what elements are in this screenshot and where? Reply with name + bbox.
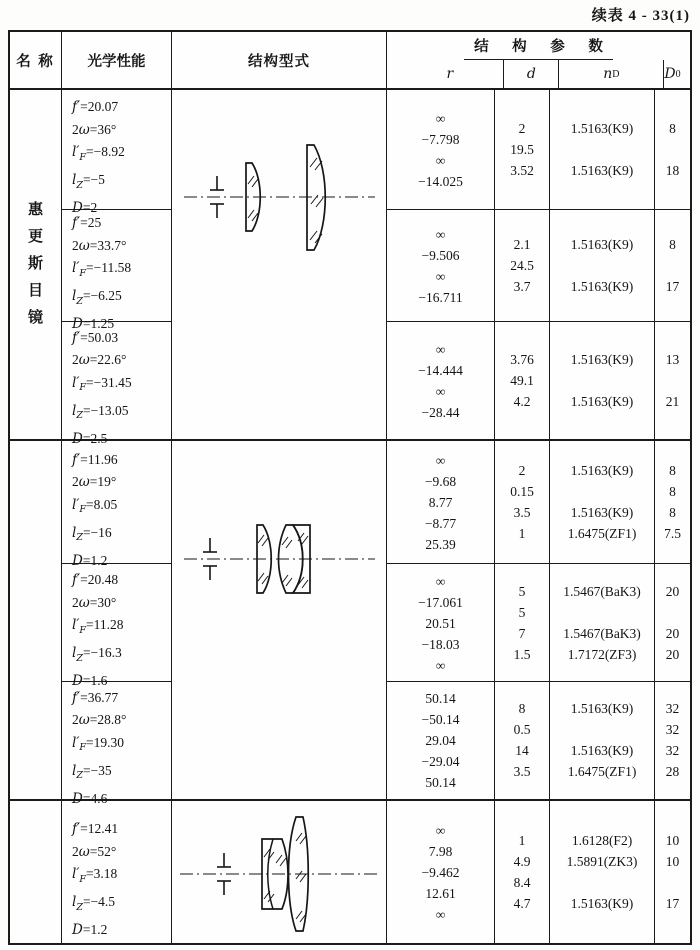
param-r-cell [387, 564, 495, 681]
structure-parameters-row [387, 90, 690, 210]
param-value: 14 [515, 743, 529, 758]
param-value: ∞ [435, 383, 446, 399]
param-value: 5 [518, 583, 526, 599]
param-value: 3.7 [513, 279, 531, 294]
param-d-cell [495, 682, 550, 799]
param-value [655, 139, 690, 160]
param-value: ∞ [435, 153, 446, 168]
param-d0-cell [655, 801, 690, 943]
perf-line: 2ω=30° [72, 594, 117, 611]
n-subscript: D [612, 68, 620, 80]
perf-line: $l_Z=-5$ [72, 172, 105, 191]
param-nd-cell [550, 441, 655, 563]
perf-line: $l_Z=-16.3$ [72, 645, 122, 664]
perf-line: 2ω=33.7° [72, 237, 127, 254]
perf-line: f′=36.77 [72, 689, 119, 706]
eyepiece-name-char: 目 [27, 283, 43, 299]
perf-line: $l_Z=-16$ [72, 524, 112, 544]
table-continuation-title: 续表 4 - 33(1) [591, 8, 690, 24]
param-d-cell [495, 441, 550, 563]
perf-line: f′=20.48 [72, 572, 119, 588]
perf-line: $l_Z=-4.5$ [72, 894, 116, 913]
param-value: 3.76 [510, 351, 534, 367]
param-d0-cell [655, 210, 690, 321]
param-value: 4.9 [513, 853, 531, 869]
optical-performance-column [62, 441, 172, 807]
param-value: 21 [665, 393, 680, 409]
param-nd-cell [550, 210, 655, 321]
param-value: ∞ [435, 453, 446, 468]
param-value: 1.5163(K9) [570, 121, 634, 136]
structure-parameters-row [387, 801, 690, 943]
param-value: −16.711 [418, 290, 463, 305]
perf-line: 2ω=19° [72, 474, 117, 490]
param-r-cell [387, 441, 495, 563]
perf-line: $l_Z=-13.05$ [72, 402, 129, 422]
n-symbol: n [603, 66, 613, 82]
perf-line: f′=12.41 [72, 821, 119, 837]
param-value [550, 139, 654, 160]
param-value: ∞ [435, 822, 446, 838]
param-nd-cell [550, 322, 655, 439]
r-symbol: r [446, 66, 454, 82]
lens-diagram-kellner-type [172, 801, 387, 943]
param-nd-cell [550, 90, 655, 209]
header-params-group: 结 构 参 数 [464, 32, 613, 60]
param-value: 1.5163(K9) [570, 351, 634, 367]
param-value: 2.1 [513, 237, 531, 252]
param-value [550, 602, 654, 623]
param-value: ∞ [435, 906, 446, 922]
lens-diagram-huygens [172, 90, 387, 439]
structure-parameters-row [387, 322, 690, 439]
param-value: −14.444 [418, 362, 463, 378]
optical-performance-cell [62, 801, 171, 943]
param-value: 1.6475(ZF1) [567, 526, 637, 541]
perf-line: D=1.6 [72, 673, 108, 690]
param-value: 18 [665, 163, 680, 178]
param-value [655, 872, 690, 893]
structure-parameters-row [387, 210, 690, 322]
param-value [550, 872, 654, 893]
param-value: −9.68 [424, 474, 457, 489]
param-value: 3.5 [513, 764, 531, 779]
perf-line: 2ω=28.8° [72, 712, 127, 728]
param-value: 1.5467(BaK3) [563, 583, 641, 599]
perf-line: D=2.5 [72, 430, 108, 447]
param-value [655, 602, 690, 623]
header-structure-parameters [387, 32, 690, 88]
param-r-cell [387, 801, 495, 943]
optical-performance-column [62, 801, 172, 943]
huygens-lens-drawing [172, 90, 387, 439]
perf-line: D=4.6 [72, 790, 108, 807]
param-value: −50.14 [421, 712, 460, 727]
param-value: 7.98 [428, 843, 453, 859]
param-value: 1.5163(K9) [570, 701, 634, 716]
param-value: 12.61 [425, 885, 456, 901]
eyepiece-name-vertical [10, 801, 62, 943]
optical-performance-cell [62, 210, 171, 333]
perf-line: D=1.25 [72, 316, 115, 333]
param-value: 17 [665, 279, 680, 294]
perf-line: $l_Z=-6.25$ [72, 288, 122, 307]
perf-line: $l_Z=-35$ [72, 762, 112, 782]
perf-line: f′=11.96 [72, 451, 118, 468]
param-value: −8.77 [424, 516, 457, 531]
eyepiece-data-table [8, 30, 692, 945]
param-value: 1.5163(K9) [570, 237, 634, 252]
header-col-D0 [664, 60, 680, 88]
param-value [550, 719, 654, 740]
perf-line: 2ω=22.6° [72, 352, 127, 368]
param-value: 1.6475(ZF1) [567, 764, 637, 779]
header-col-nd [559, 60, 664, 88]
param-value: 1.5 [513, 646, 531, 662]
param-value: 50.14 [425, 775, 456, 790]
perf-line: D=1.2 [72, 552, 108, 569]
param-value: 25.39 [425, 537, 456, 552]
perf-line: 2ω=52° [72, 843, 117, 860]
param-value: 8 [518, 701, 526, 716]
param-value: −9.506 [421, 248, 460, 263]
structure-parameters-row [387, 441, 690, 564]
param-value: 8 [669, 237, 676, 252]
kellner-lens-drawing [172, 801, 387, 943]
perf-line: D=2 [72, 200, 98, 217]
param-value [550, 481, 654, 502]
perf-line: $l'_F=19.30$ [72, 734, 124, 754]
param-value: ∞ [435, 657, 446, 673]
optical-performance-cell [62, 564, 171, 690]
param-value: −18.03 [421, 636, 460, 652]
param-value: 2 [518, 121, 526, 136]
param-value: 32 [665, 743, 680, 758]
param-value: 3.52 [510, 163, 534, 178]
param-value: 20.51 [425, 615, 456, 631]
param-value: 1.5163(K9) [570, 393, 634, 409]
param-value: 1.5467(BaK3) [563, 625, 641, 641]
perf-line: $l'_F=-8.92$ [72, 144, 125, 163]
eyepiece-name-char: 镜 [27, 310, 43, 326]
param-value: 19.5 [510, 142, 534, 157]
param-d0-cell [655, 441, 690, 563]
param-value: 1.5163(K9) [570, 505, 634, 520]
param-r-cell [387, 682, 495, 799]
param-value [655, 370, 690, 391]
param-d0-cell [655, 90, 690, 209]
glass-hatching [248, 158, 323, 243]
param-value: −28.44 [421, 404, 460, 420]
header-params-columns [396, 60, 680, 88]
perf-line: f′=20.07 [72, 99, 119, 115]
table-section-third [10, 801, 690, 943]
eyepiece-name-char: 惠 [27, 202, 43, 218]
lens-diagram-doublet-type [172, 441, 387, 799]
param-value: 24.5 [510, 258, 534, 273]
param-nd-cell [550, 801, 655, 943]
eyepiece-name-vertical [10, 90, 62, 439]
param-value: 13 [665, 351, 680, 367]
table-header [10, 32, 690, 90]
param-value: 29.04 [425, 733, 456, 748]
param-value: 8 [669, 484, 676, 499]
param-r-cell [387, 322, 495, 439]
structure-parameters-row [387, 564, 690, 682]
param-value: 20 [665, 583, 680, 599]
param-value: −14.025 [418, 174, 463, 189]
param-value: 28 [665, 764, 680, 779]
param-value [655, 255, 690, 276]
param-value: 49.1 [510, 372, 534, 388]
param-value: 32 [665, 722, 680, 737]
param-value: 1.5163(K9) [570, 895, 634, 911]
param-value: ∞ [435, 111, 446, 126]
D0-subscript: 0 [675, 68, 681, 80]
param-value: 2 [518, 463, 526, 478]
param-value: 0.5 [513, 722, 531, 737]
param-d-cell [495, 801, 550, 943]
perf-line: $l'_F=-11.58$ [72, 260, 132, 279]
param-value: 1 [518, 526, 526, 541]
optical-performance-column [62, 90, 172, 447]
param-value: −17.061 [418, 594, 463, 610]
optical-performance-cell [62, 441, 171, 569]
param-d-cell [495, 564, 550, 681]
param-value: 1.5891(ZK3) [566, 853, 638, 869]
param-value: 20 [665, 646, 680, 662]
param-value: 7.5 [664, 526, 681, 541]
perf-line: f′=25 [72, 215, 102, 231]
optical-performance-cell [62, 682, 171, 807]
param-value: 1.5163(K9) [570, 463, 634, 478]
table-section-huygens [10, 90, 690, 447]
perf-line: $l'_F=8.05$ [72, 496, 118, 516]
param-nd-cell [550, 682, 655, 799]
param-value: 50.14 [425, 691, 456, 706]
doublet-lens-drawing [172, 441, 387, 799]
header-structure-type: 结构型式 [172, 32, 387, 88]
D-symbol: D [664, 66, 676, 82]
param-value: 1.5163(K9) [570, 743, 634, 758]
perf-line: $l'_F=3.18$ [72, 866, 118, 885]
structure-parameters-row [387, 682, 690, 799]
param-nd-cell [550, 564, 655, 681]
param-value: −29.04 [421, 754, 460, 769]
param-value: ∞ [435, 341, 446, 357]
param-value: 20 [665, 625, 680, 641]
param-value: 8.77 [428, 495, 453, 510]
header-col-r [396, 60, 504, 88]
param-d0-cell [655, 564, 690, 681]
param-value: −7.798 [421, 132, 460, 147]
optical-performance-cell [62, 90, 171, 217]
param-value: 1 [518, 832, 526, 848]
param-value: 8 [669, 121, 676, 136]
header-optical-performance: 光学性能 [62, 32, 172, 88]
param-value: 1.5163(K9) [570, 163, 634, 178]
param-value: 0.15 [510, 484, 534, 499]
param-value: 10 [665, 853, 680, 869]
param-value: ∞ [435, 269, 446, 284]
param-value: 8 [669, 463, 676, 478]
perf-line: 2ω=36° [72, 121, 117, 138]
optical-performance-cell [62, 322, 171, 447]
param-value: −9.462 [421, 864, 460, 880]
param-d-cell [495, 322, 550, 439]
param-value [550, 370, 654, 391]
header-name: 名 称 [10, 32, 62, 88]
param-d0-cell [655, 682, 690, 799]
eyepiece-name-char: 斯 [27, 256, 43, 272]
perf-line: $l'_F=-31.45$ [72, 374, 132, 394]
param-value: 8.4 [513, 874, 531, 890]
param-value: 32 [665, 701, 680, 716]
perf-line: D=1.2 [72, 922, 108, 939]
param-value: 4.7 [513, 895, 531, 911]
param-value: 1.5163(K9) [570, 279, 634, 294]
param-value: 5 [518, 604, 526, 620]
perf-line: f′=50.03 [72, 329, 119, 346]
param-value: 10 [665, 832, 680, 848]
param-value: ∞ [435, 227, 446, 242]
param-value: 3.5 [513, 505, 531, 520]
param-value: 4.2 [513, 393, 531, 409]
eyepiece-name-vertical [10, 441, 62, 799]
param-value: 8 [669, 505, 676, 520]
param-value [550, 255, 654, 276]
structure-parameters-column [387, 90, 690, 439]
param-d-cell [495, 90, 550, 209]
param-value: 1.7172(ZF3) [567, 646, 637, 662]
perf-line: $l'_F=11.28$ [72, 617, 124, 636]
structure-parameters-column [387, 801, 690, 943]
eyepiece-name-char: 更 [27, 229, 43, 245]
table-section-second [10, 441, 690, 807]
param-d-cell [495, 210, 550, 321]
header-col-d [504, 60, 559, 88]
param-d0-cell [655, 322, 690, 439]
param-value: 1.6128(F2) [571, 832, 633, 848]
param-r-cell [387, 210, 495, 321]
param-r-cell [387, 90, 495, 209]
param-value: ∞ [435, 573, 446, 589]
d-symbol: d [526, 66, 536, 82]
param-value: 17 [665, 895, 680, 911]
structure-parameters-column [387, 441, 690, 799]
param-value: 7 [518, 625, 526, 641]
